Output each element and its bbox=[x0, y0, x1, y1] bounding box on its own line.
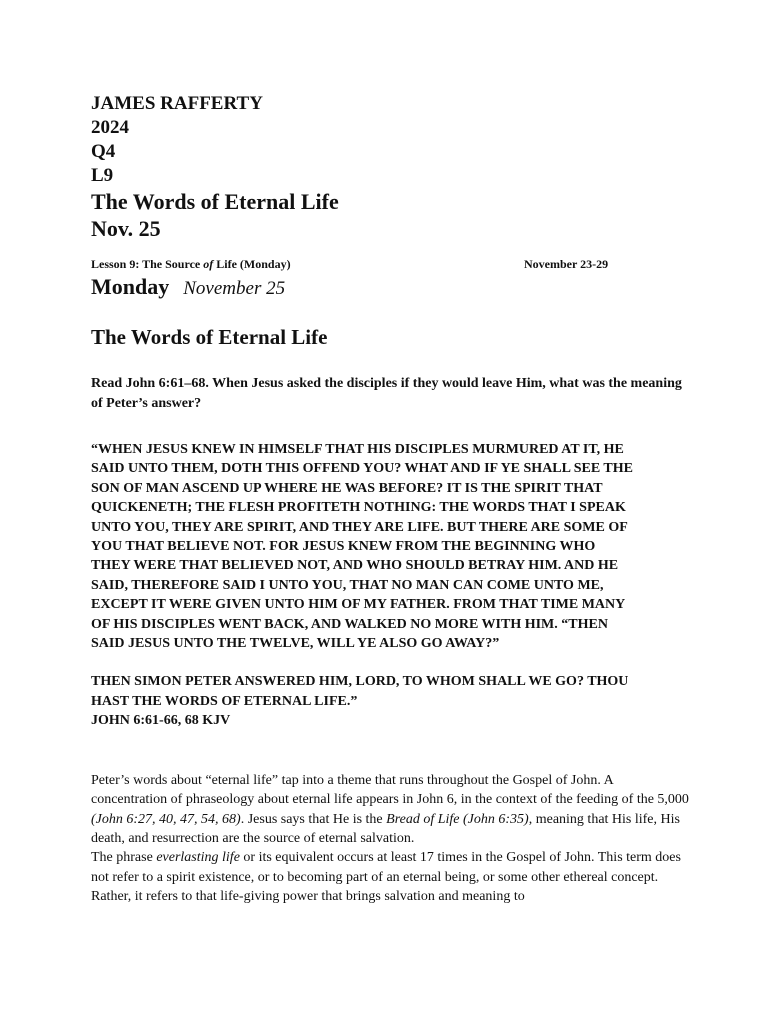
lesson-label-of: of bbox=[203, 257, 214, 271]
lesson-dates: November 23-29 bbox=[524, 257, 609, 271]
day-name: Monday bbox=[91, 274, 170, 299]
lesson-label bbox=[91, 257, 291, 271]
paragraph-1-text-a: Peter’s words about “eternal life” tap into a theme that runs throughout the Gospel of John. A concentration of phraseology about eternal life appears in John 6, in the context of the feeding of the 5,000 bbox=[91, 772, 689, 808]
scripture-quote-continued: THEN SIMON PETER ANSWERED HIM, LORD, TO WHOM SHALL WE GO? THOU HAST THE WORDS OF ETERNAL LIFE.” JOHN 6:61-66, 68 KJV bbox=[91, 674, 629, 729]
section-title: The Words of Eternal Life bbox=[91, 325, 328, 349]
year: 2024 bbox=[91, 117, 129, 138]
paragraph-1 bbox=[91, 771, 691, 849]
lesson-label-suffix: Life (Monday) bbox=[213, 257, 291, 271]
paragraph-2-emphasis: everlasting life bbox=[156, 850, 240, 866]
paragraph-1-text-b: . Jesus says that He is the bbox=[240, 811, 387, 827]
commentary bbox=[91, 771, 691, 907]
quarter: Q4 bbox=[91, 141, 116, 162]
paragraph-1-ref-1: (John 6:27, 40, 47, 54, 68) bbox=[91, 811, 241, 827]
header-title: The Words of Eternal Life bbox=[91, 189, 339, 214]
paragraph-2-text-a: The phrase bbox=[91, 850, 157, 866]
study-question: Read John 6:61–68. When Jesus asked the disciples if they would leave Him, what was the meaning of Peter’s answer? bbox=[91, 376, 682, 411]
scripture-quote: “WHEN JESUS KNEW IN HIMSELF THAT HIS DISCIPLES MURMURED AT IT, HE SAID UNTO THEM, DOTH THIS OFFEND YOU? WHAT AND IF YE SHALL SEE THE SON OF MAN ASCEND UP WHERE HE WAS BEFORE? IT IS THE SPIRIT THAT QUICKENETH; THE FLESH PROFITETH NOTHING: THE WORDS THAT I SPEAK UNTO YOU, THEY ARE SPIRIT, AND THEY ARE LIFE. BUT THERE ARE SOME OF YOU THAT BELIEVE NOT. FOR JESUS KNEW FROM THE BEGINNING WHO THEY WERE THAT BELIEVED NOT, AND WHO SHOULD BETRAY HIM. AND HE SAID, THEREFORE SAID I UNTO YOU, THAT NO MAN CAN COME UNTO ME, EXCEPT IT WERE GIVEN UNTO HIM OF MY FATHER. FROM THAT TIME MANY OF HIS DISCIPLES WENT BACK, AND WALKED NO MORE WITH HIM. “THEN SAID JESUS UNTO THE TWELVE, WILL YE ALSO GO AWAY?” bbox=[91, 442, 633, 652]
paragraph-1-text-c: , meaning that His life, His death, and resurrection are the source of eternal salvation. bbox=[91, 811, 680, 846]
lesson-label-prefix: Lesson 9: The Source bbox=[91, 257, 204, 271]
author-name: JAMES RAFFERTY bbox=[91, 93, 263, 114]
lesson-number: L9 bbox=[91, 165, 114, 186]
day-line bbox=[91, 274, 691, 304]
day-date: November 25 bbox=[183, 278, 286, 299]
paragraph-1-ref-2: Bread of Life (John 6:35) bbox=[386, 811, 529, 827]
header-date: Nov. 25 bbox=[91, 216, 161, 241]
lesson-line bbox=[91, 257, 691, 273]
page-content bbox=[91, 92, 691, 907]
paragraph-2 bbox=[91, 848, 691, 906]
paragraph-2-text-b: or its equivalent occurs at least 17 times in the Gospel of John. This term does not refer to a spirit existence, or to becoming part of an eternal being, or some other ethereal concept. Rather, it refers to that life-giving power that brings salvation and meaning to bbox=[91, 850, 681, 905]
